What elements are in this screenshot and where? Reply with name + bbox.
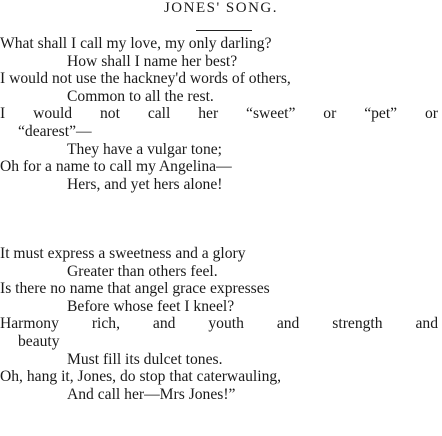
verse-line: Is there no name that angel grace expresses	[0, 280, 270, 298]
poem-title: JONES' SONG.	[163, 0, 279, 16]
stanza-1	[0, 35, 442, 193]
stanza-2	[0, 245, 442, 403]
verse-line: I would not call her “sweet” or “pet” or	[0, 105, 438, 123]
verse-line: Must fill its dulcet tones.	[67, 350, 223, 368]
verse-line: Greater than others feel.	[67, 262, 218, 280]
verse-line: Oh for a name to call my Angelina—	[0, 158, 232, 176]
verse-line: What shall I call my love, my only darling?	[0, 35, 272, 52]
verse-line: Hers, and yet hers alone!	[67, 175, 223, 193]
verse-line-continuation: beauty	[18, 332, 60, 350]
verse-line-continuation: “dearest”—	[18, 122, 92, 140]
verse-line: Before whose feet I kneel?	[67, 297, 235, 315]
verse-line: Common to all the rest.	[67, 87, 214, 105]
verse-line: How shall I name her best?	[67, 52, 238, 70]
verse-line: It must express a sweetness and a glory	[0, 245, 246, 262]
verse-line: And call her—Mrs Jones!”	[67, 385, 236, 403]
verse-line: I would not use the hackney'd words of others,	[0, 70, 291, 88]
title-divider-rule	[196, 30, 252, 31]
verse-line: They have a vulgar tone;	[67, 140, 223, 158]
verse-line: Oh, hang it, Jones, do stop that caterwauling,	[0, 368, 282, 386]
verse-line: Harmony rich, and youth and strength and	[0, 315, 438, 333]
